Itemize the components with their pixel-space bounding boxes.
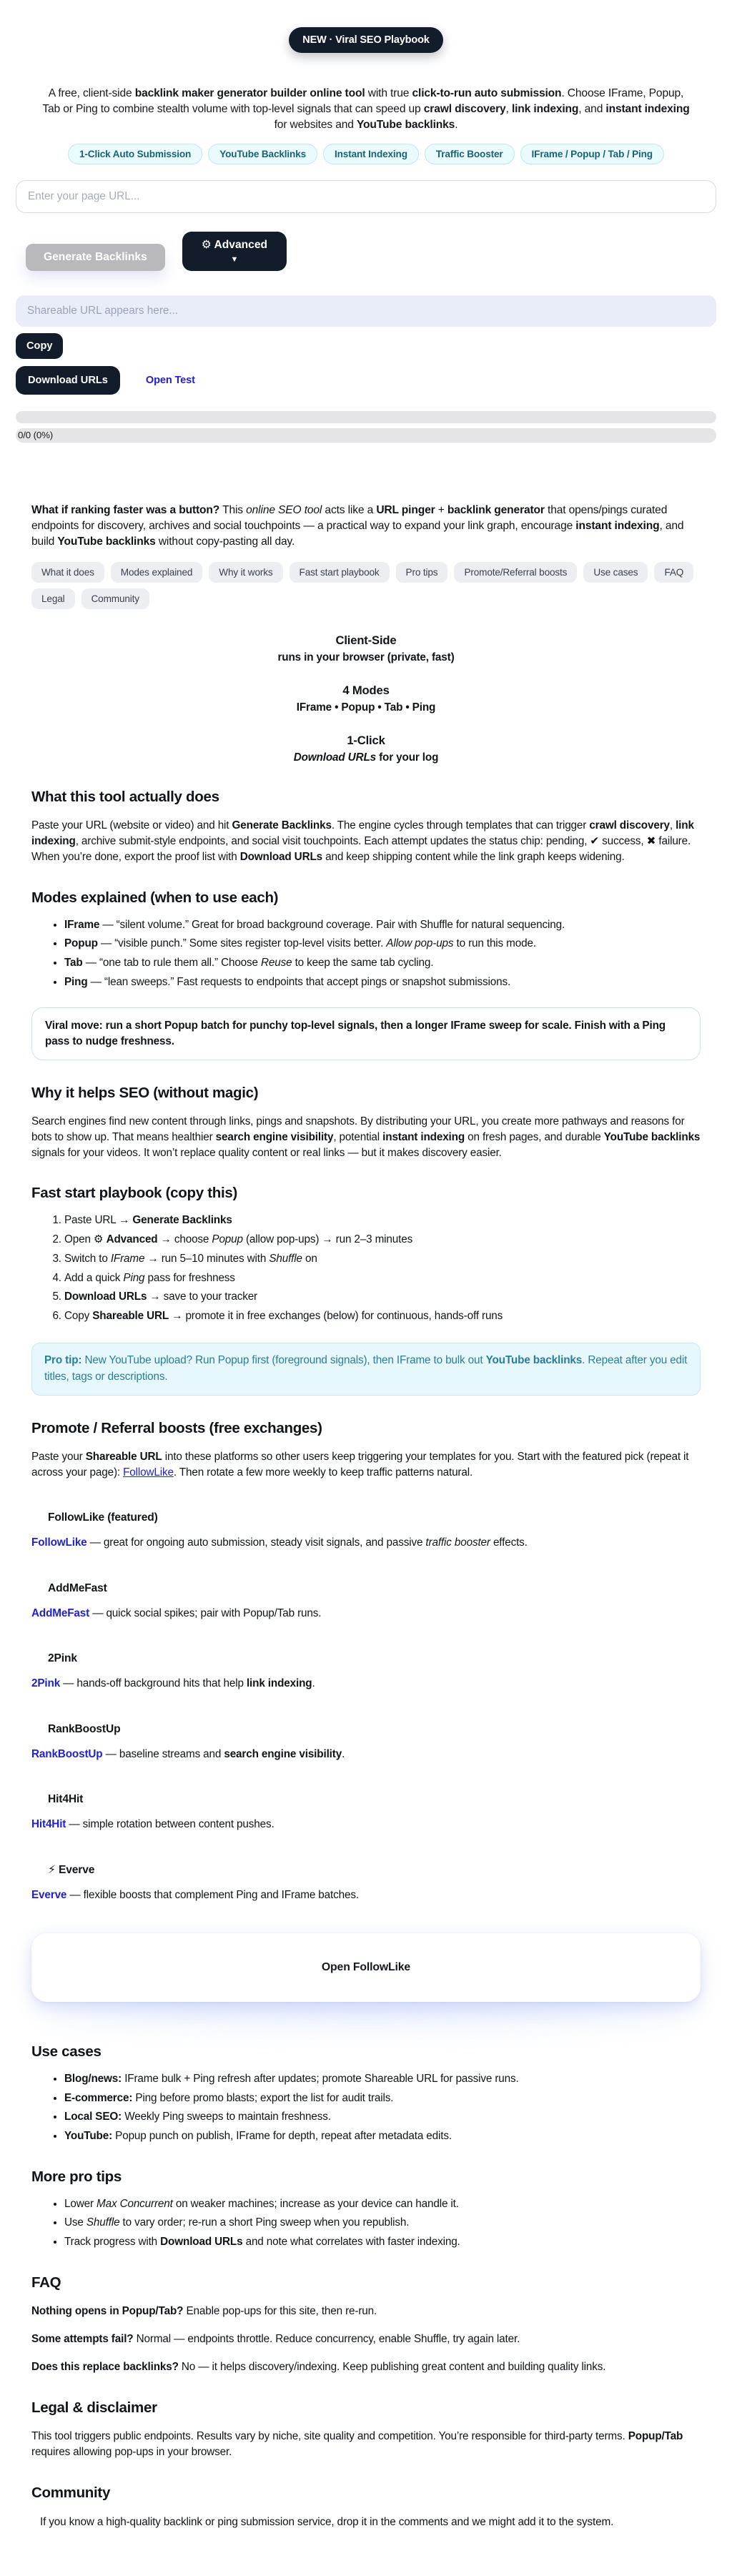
platform-heading: FollowLike (featured) <box>48 1511 158 1524</box>
advanced-text: Advanced <box>214 239 268 252</box>
nav-chip-modes-explained[interactable]: Modes explained <box>111 562 203 583</box>
platform-heading: AddMeFast <box>48 1581 107 1594</box>
feature-chip: Traffic Booster <box>425 144 515 164</box>
mode-popup: • Popup — “visible punch.” Some sites register top-level visits better. Allow pop-ups to run this mode. <box>64 936 701 952</box>
feature-chip: Instant Indexing <box>323 144 419 164</box>
copy-button[interactable]: Copy <box>16 333 63 359</box>
url-input[interactable] <box>16 180 716 213</box>
faq-item: Does this replace backlinks? No — it helps discovery/indexing. Keep publishing great content and building quality links. <box>31 2361 606 2374</box>
legal-paragraph: This tool triggers public endpoints. Results vary by niche, site quality and competition. You’re responsible for third-party terms. Popup/Tab requires allowing pop-ups in your browser. <box>31 2430 683 2459</box>
playbook-step: 4. Add a quick Ping pass for freshness <box>64 1270 701 1286</box>
stat-title: 1-Click <box>347 734 385 748</box>
pro-tip: • Lower Max Concurrent on weaker machines; increase as your device can handle it. <box>64 2196 701 2212</box>
stat-title: 4 Modes <box>342 684 390 698</box>
shareable-url-field[interactable] <box>16 295 716 327</box>
community-paragraph: If you know a high-quality backlink or ping submission service, drop it in the comments and we might add it to the system. <box>40 2516 614 2529</box>
platform-addmefast <box>31 1582 701 1621</box>
platform-desc[interactable]: RankBoostUp — baseline streams and search engine visibility. <box>31 1747 345 1760</box>
advanced-toggle-button[interactable] <box>182 232 287 270</box>
faq-item: Some attempts fail? Normal — endpoints throttle. Reduce concurrency, enable Shuffle, try again later. <box>31 2333 520 2345</box>
stat-client-side <box>31 633 701 664</box>
mode-ping: • Ping — “lean sweeps.” Fast requests to endpoints that accept pings or snapshot submissions. <box>64 974 701 990</box>
modes-list <box>31 917 701 990</box>
feature-chip: 1-Click Auto Submission <box>68 144 202 164</box>
hero-section <box>0 0 732 164</box>
heading-legal: Legal & disclaimer <box>31 2399 157 2417</box>
use-cases-list <box>31 2071 701 2144</box>
page-bottom-spacer <box>31 2530 701 2576</box>
hero-lead: A free, client-side backlink maker generator builder online tool with true click-to-run auto submission. Choose IFrame, Popup, Tab or Ping to combine stealth volume with top-level signals that can speed up crawl discovery, link indexing, and instant indexing for websites and YouTube backlinks. <box>42 87 690 132</box>
viral-move-callout: Viral move: run a short Popup batch for punchy top-level signals, then a longer IFrame sweep for scale. Finish with a Ping pass to nudge freshness. <box>31 1007 701 1060</box>
chevron-down-icon: ▼ <box>230 255 239 264</box>
nav-chip-promote[interactable]: Promote/Referral boosts <box>454 562 577 583</box>
new-badge: NEW · Viral SEO Playbook <box>289 27 442 53</box>
platform-followlike <box>31 1511 701 1550</box>
action-buttons <box>26 232 716 270</box>
platform-heading: Everve <box>55 1864 95 1877</box>
generator-form <box>0 180 732 502</box>
use-case-youtube: • YouTube: Popup punch on publish, IFrame for depth, repeat after metadata edits. <box>64 2128 701 2144</box>
platform-rankboostup <box>31 1723 701 1762</box>
nav-chip-pro-tips[interactable]: Pro tips <box>396 562 448 583</box>
heading-community: Community <box>31 2484 111 2502</box>
feature-chip: YouTube Backlinks <box>208 144 317 164</box>
heading-what-it-does: What this tool actually does <box>31 789 219 806</box>
what-it-does-paragraph: Paste your URL (website or video) and hit Generate Backlinks. The engine cycles through templates that can trigger crawl discovery, link indexing, archive submit-style endpoints, and social visit touchpoints. Each attempt updates the status chip: pending, ✔ success, ✖ failure. When you’re done, export the proof list with Download URLs and keep shipping content while the link graph keeps widening. <box>31 819 694 863</box>
faq-item: Nothing opens in Popup/Tab? Enable pop-ups for this site, then re-run. <box>31 2304 377 2317</box>
advanced-label <box>202 239 267 251</box>
playbook-steps <box>31 1213 701 1323</box>
stat-one-click <box>31 734 701 764</box>
open-test-link[interactable]: Open Test <box>145 374 195 386</box>
progress-bar <box>16 411 716 423</box>
stat-subtitle: Download URLs for your log <box>293 751 439 764</box>
progress-label: 0/0 (0%) <box>18 430 54 441</box>
platform-heading: 2Pink <box>48 1652 77 1665</box>
generate-backlinks-button[interactable]: Generate Backlinks <box>26 244 165 271</box>
heading-use-cases: Use cases <box>31 2043 102 2060</box>
nav-chip-legal[interactable]: Legal <box>31 588 75 609</box>
platform-desc[interactable]: Everve — flexible boosts that complement Ping and IFrame batches. <box>31 1889 359 1902</box>
section-nav <box>31 562 701 609</box>
stat-title: Client-Side <box>335 633 397 648</box>
platform-2pink <box>31 1652 701 1691</box>
gear-icon: ⚙ <box>201 239 212 252</box>
heading-modes-explained: Modes explained (when to use each) <box>31 889 279 906</box>
results-area <box>16 443 716 503</box>
lightning-icon: ⚡ <box>48 1864 56 1877</box>
stat-modes <box>31 684 701 714</box>
playbook-step: 3. Switch to IFrame → run 5–10 minutes with Shuffle on <box>64 1251 701 1267</box>
open-followlike-button[interactable]: Open FollowLike <box>31 1933 701 2002</box>
platform-desc[interactable]: 2Pink — hands-off background hits that help link indexing. <box>31 1677 315 1690</box>
stat-subtitle: IFrame • Popup • Tab • Ping <box>296 701 436 714</box>
mode-tab: • Tab — “one tab to rule them all.” Choose Reuse to keep the same tab cycling. <box>64 955 701 971</box>
content <box>0 503 732 2576</box>
feature-chip: IFrame / Popup / Tab / Ping <box>520 144 664 164</box>
nav-chip-what-it-does[interactable]: What it does <box>31 562 104 583</box>
pro-tip: • Use Shuffle to vary order; re-run a short Ping sweep when you republish. <box>64 2215 701 2231</box>
platform-desc[interactable]: Hit4Hit — simple rotation between content pushes. <box>31 1817 274 1830</box>
progress-status-bar <box>16 428 716 443</box>
intro-paragraph: What if ranking faster was a button? This online SEO tool acts like a URL pinger + backlink generator that opens/pings curated endpoints for discovery, archives and social touchpoints — a practical way to expand your link graph, encourage instant indexing, and build YouTube backlinks without copy-pasting all day. <box>31 503 684 548</box>
use-case-blog: • Blog/news: IFrame bulk + Ping refresh after updates; promote Shareable URL for passive runs. <box>64 2071 701 2087</box>
use-case-ecommerce: • E-commerce: Ping before promo blasts; export the list for audit trails. <box>64 2091 701 2106</box>
heading-fast-start: Fast start playbook (copy this) <box>31 1185 238 1202</box>
platform-heading: Hit4Hit <box>48 1792 84 1805</box>
nav-chip-community[interactable]: Community <box>81 588 149 609</box>
nav-chip-why-it-works[interactable]: Why it works <box>209 562 282 583</box>
download-urls-button[interactable]: Download URLs <box>16 366 120 395</box>
playbook-step: 5. Download URLs → save to your tracker <box>64 1289 701 1305</box>
heading-more-pro-tips: More pro tips <box>31 2168 122 2185</box>
use-case-local-seo: • Local SEO: Weekly Ping sweeps to maintain freshness. <box>64 2109 701 2125</box>
feature-chips <box>0 144 732 164</box>
stat-subtitle: runs in your browser (private, fast) <box>277 651 455 664</box>
why-it-works-paragraph: Search engines find new content through links, pings and snapshots. By distributing your URL, you create more pathways and reasons for bots to show up. That means healthier search engine visibility, potential instant indexing on fresh pages, and durable YouTube backlinks signals for your videos. It won’t replace quality content or real links — but it makes discovery easier. <box>31 1115 701 1159</box>
promote-paragraph: Paste your Shareable URL into these platforms so other users keep triggering your templates for you. Start with the featured pick (repeat it across your page): FollowLike. Then rotate a few more weekly to keep traffic patterns natural. <box>31 1450 689 1479</box>
playbook-step: 2. Open ⚙ Advanced → choose Popup (allow pop-ups) → run 2–3 minutes <box>64 1232 701 1248</box>
playbook-step: 1. Paste URL → Generate Backlinks <box>64 1213 701 1228</box>
heading-promote: Promote / Referral boosts (free exchanges) <box>31 1419 322 1436</box>
mode-iframe: • IFrame — “silent volume.” Great for broad background coverage. Pair with Shuffle for natural sequencing. <box>64 917 701 933</box>
platform-heading: RankBoostUp <box>48 1722 121 1735</box>
pro-tip: • Track progress with Download URLs and note what correlates with faster indexing. <box>64 2234 701 2250</box>
nav-chip-fast-start[interactable]: Fast start playbook <box>290 562 390 583</box>
heading-why-it-works: Why it helps SEO (without magic) <box>31 1084 259 1101</box>
stat-blocks <box>31 633 701 764</box>
platform-hit4hit <box>31 1793 701 1832</box>
nav-chip-faq[interactable]: FAQ <box>654 562 693 583</box>
platform-desc[interactable]: AddMeFast — quick social spikes; pair with Popup/Tab runs. <box>31 1607 322 1619</box>
heading-faq: FAQ <box>31 2274 61 2291</box>
nav-chip-use-cases[interactable]: Use cases <box>583 562 648 583</box>
platform-desc[interactable]: FollowLike — great for ongoing auto submission, steady visit signals, and passive traffic booster effects. <box>31 1536 528 1549</box>
platform-everve <box>31 1863 701 1903</box>
pro-tips-list <box>31 2196 701 2250</box>
playbook-step: 6. Copy Shareable URL → promote it in free exchanges (below) for continuous, hands-off runs <box>64 1308 701 1324</box>
pro-tip-callout: Pro tip: New YouTube upload? Run Popup first (foreground signals), then IFrame to bulk out YouTube backlinks. Repeat after you edit titles, tags or descriptions. <box>31 1343 701 1396</box>
